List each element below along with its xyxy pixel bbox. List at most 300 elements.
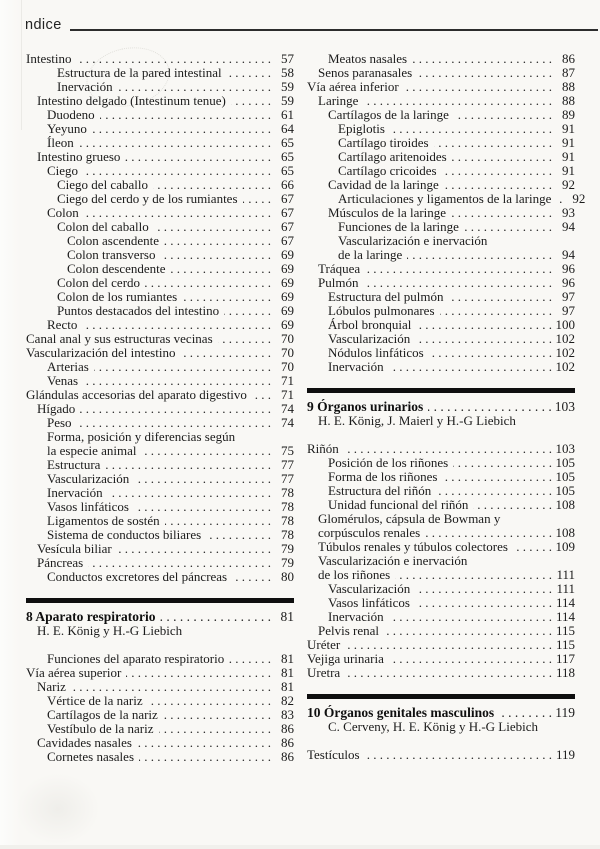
page-number: 70 bbox=[281, 331, 294, 346]
page-number: 69 bbox=[281, 261, 294, 276]
dot-leader bbox=[429, 346, 552, 360]
toc-entry bbox=[26, 694, 294, 708]
toc-entry bbox=[307, 442, 575, 456]
toc-entry bbox=[26, 472, 294, 486]
dot-leader bbox=[94, 360, 271, 374]
dot-leader bbox=[227, 66, 271, 80]
page-number: 80 bbox=[281, 569, 294, 584]
dot-leader bbox=[139, 750, 271, 764]
page-number: 83 bbox=[281, 707, 294, 722]
dot-leader bbox=[407, 248, 552, 262]
page-number: 67 bbox=[281, 219, 294, 234]
toc-entry bbox=[307, 276, 575, 290]
toc-entry bbox=[26, 416, 294, 430]
dot-leader bbox=[363, 276, 552, 290]
entry-title: Cornetes nasales bbox=[47, 749, 135, 764]
dot-leader bbox=[412, 52, 552, 66]
dot-leader bbox=[444, 178, 552, 192]
page-number: 71 bbox=[281, 373, 294, 388]
entry-title: Cartílago aritenoides bbox=[338, 149, 447, 164]
dot-leader bbox=[389, 610, 552, 624]
section-divider-bar bbox=[307, 694, 575, 699]
toc-author-line bbox=[307, 414, 575, 428]
toc-entry bbox=[26, 276, 294, 290]
page-number: 105 bbox=[555, 483, 575, 498]
entry-title: Arterias bbox=[47, 359, 89, 374]
toc-entry bbox=[26, 528, 294, 542]
toc-entry bbox=[26, 290, 294, 304]
entry-title: Cartílagos de la laringe bbox=[328, 107, 449, 122]
entry-title: Estructura del pulmón bbox=[328, 289, 444, 304]
dot-leader bbox=[436, 484, 552, 498]
dot-leader bbox=[108, 486, 271, 500]
toc-entry bbox=[26, 262, 294, 276]
entry-title: Cavidades nasales bbox=[37, 735, 132, 750]
toc-entry bbox=[26, 304, 294, 318]
entry-title: Funciones de la laringe bbox=[338, 219, 459, 234]
entry-title: Nariz bbox=[37, 679, 66, 694]
page-number: 114 bbox=[555, 609, 575, 624]
page-number: 93 bbox=[562, 205, 575, 220]
entry-title: Músculos de la laringe bbox=[328, 205, 447, 220]
page-number: 92 bbox=[562, 177, 575, 192]
toc-entry bbox=[26, 360, 294, 374]
dot-leader bbox=[384, 624, 552, 638]
toc-entry bbox=[307, 484, 575, 498]
entry-title: Ligamentos de sostén bbox=[47, 513, 160, 528]
dot-leader bbox=[83, 374, 271, 388]
page-number: 70 bbox=[281, 345, 294, 360]
dot-leader bbox=[77, 52, 272, 66]
entry-title: Estructura bbox=[47, 457, 101, 472]
dot-leader bbox=[118, 80, 271, 94]
dot-leader bbox=[417, 66, 552, 80]
toc-entry bbox=[26, 332, 294, 346]
dot-leader bbox=[125, 150, 271, 164]
toc-entry bbox=[26, 318, 294, 332]
dot-leader bbox=[395, 568, 552, 582]
page-number: 79 bbox=[281, 555, 294, 570]
page-number: 58 bbox=[281, 65, 294, 80]
dot-leader bbox=[231, 94, 271, 108]
toc-entry bbox=[307, 66, 575, 80]
dot-leader bbox=[79, 136, 271, 150]
dot-leader bbox=[556, 192, 562, 206]
page-number: 103 bbox=[554, 399, 575, 414]
entry-title: de la laringe bbox=[338, 247, 403, 262]
page-number: 77 bbox=[281, 457, 294, 472]
entry-title: Vejiga urinaria bbox=[307, 651, 384, 666]
dot-leader bbox=[105, 458, 271, 472]
toc-entry bbox=[26, 556, 294, 570]
toc-entry bbox=[307, 178, 575, 192]
entry-title: Inervación bbox=[47, 485, 103, 500]
toc-entry bbox=[307, 80, 575, 94]
page-number: 119 bbox=[555, 747, 575, 762]
dot-leader bbox=[100, 108, 271, 122]
toc-entry bbox=[307, 206, 575, 220]
author-names: H. E. König y H.-G Liebich bbox=[37, 623, 183, 638]
toc-entry bbox=[307, 150, 575, 164]
toc-entry bbox=[26, 220, 294, 234]
entry-title: 10 Órganos genitales masculinos bbox=[307, 705, 495, 720]
toc-entry bbox=[307, 191, 586, 206]
page-number: 67 bbox=[281, 233, 294, 248]
page-number: 115 bbox=[555, 637, 575, 652]
entry-title: corpúsculos renales bbox=[318, 525, 421, 540]
page-number: 94 bbox=[562, 219, 575, 234]
toc-entry bbox=[307, 596, 575, 610]
toc-entry bbox=[26, 192, 294, 206]
dot-leader bbox=[71, 680, 271, 694]
dot-leader bbox=[451, 206, 552, 220]
page-number: 75 bbox=[281, 443, 294, 458]
page-number: 77 bbox=[281, 471, 294, 486]
page-number: 108 bbox=[555, 497, 575, 512]
dot-leader bbox=[404, 80, 552, 94]
toc-entry bbox=[26, 652, 294, 666]
entry-title: Vascularización bbox=[328, 581, 411, 596]
row-spacer bbox=[307, 428, 575, 442]
dot-leader bbox=[134, 500, 271, 514]
page-number: 102 bbox=[555, 345, 575, 360]
entry-title: Intestino grueso bbox=[37, 149, 121, 164]
toc-entry bbox=[307, 526, 575, 540]
page-number: 67 bbox=[281, 205, 294, 220]
page-number: 86 bbox=[281, 721, 294, 736]
entry-title: Glomérulos, cápsula de Bowman y bbox=[318, 511, 501, 526]
toc-entry bbox=[26, 234, 294, 248]
entry-title: Colon del caballo bbox=[57, 219, 149, 234]
dot-leader bbox=[84, 206, 271, 220]
toc-entry bbox=[307, 248, 575, 262]
toc-entry bbox=[307, 624, 575, 638]
toc-author-line bbox=[26, 624, 294, 638]
toc-entry bbox=[307, 304, 575, 318]
toc-entry bbox=[26, 666, 294, 680]
entry-title: Estructura del riñón bbox=[328, 483, 432, 498]
entry-title: Colon ascendente bbox=[67, 233, 160, 248]
entry-title: Uréter bbox=[307, 637, 341, 652]
dot-leader bbox=[389, 652, 552, 666]
entry-title: Túbulos renales y túbulos colectores bbox=[318, 539, 508, 554]
toc-entry bbox=[26, 80, 294, 94]
dot-leader bbox=[440, 304, 552, 318]
page-number: 59 bbox=[281, 93, 294, 108]
page-number: 96 bbox=[562, 261, 575, 276]
dot-leader bbox=[142, 444, 271, 458]
dot-leader bbox=[206, 528, 271, 542]
dot-leader bbox=[88, 556, 271, 570]
page-number: 92 bbox=[572, 191, 586, 206]
page-header-title: ndice bbox=[25, 17, 62, 33]
page-number: 78 bbox=[281, 499, 294, 514]
page-number: 117 bbox=[555, 651, 575, 666]
toc-entry bbox=[26, 178, 294, 192]
dot-leader bbox=[442, 470, 552, 484]
entry-title: Posición de los riñones bbox=[328, 455, 449, 470]
entry-title: 8 Aparato respiratorio bbox=[26, 609, 156, 624]
dot-leader bbox=[180, 346, 271, 360]
dot-leader bbox=[434, 136, 552, 150]
entry-title: Yeyuno bbox=[47, 121, 87, 136]
dot-leader bbox=[453, 456, 552, 470]
entry-title: Vasos linfáticos bbox=[47, 499, 129, 514]
dot-leader bbox=[389, 360, 552, 374]
entry-title: Colon bbox=[47, 205, 79, 220]
toc-entry bbox=[307, 610, 575, 624]
entry-title: Peso bbox=[47, 415, 72, 430]
dot-leader bbox=[137, 736, 271, 750]
toc-entry bbox=[307, 52, 575, 66]
toc-entry bbox=[307, 666, 575, 680]
toc-entry bbox=[26, 52, 294, 66]
entry-title: Ciego del cerdo y de los rumiantes bbox=[57, 191, 238, 206]
toc-entry bbox=[26, 66, 294, 80]
toc-entry bbox=[307, 290, 575, 304]
dot-leader bbox=[218, 332, 271, 346]
page-number: 78 bbox=[281, 485, 294, 500]
page-number: 81 bbox=[281, 679, 294, 694]
entry-title: Vértice de la nariz bbox=[47, 693, 143, 708]
entry-title: Colon de los rumiantes bbox=[57, 289, 178, 304]
dot-leader bbox=[82, 318, 271, 332]
dot-leader bbox=[80, 402, 271, 416]
toc-entry bbox=[307, 164, 575, 178]
entry-title: Conductos excretores del páncreas bbox=[47, 569, 228, 584]
page-number: 70 bbox=[281, 359, 294, 374]
toc-entry bbox=[26, 722, 294, 736]
dot-leader bbox=[154, 220, 271, 234]
toc-entry bbox=[26, 206, 294, 220]
toc-chapter-entry bbox=[26, 610, 294, 624]
page-number: 78 bbox=[281, 527, 294, 542]
dot-leader bbox=[442, 164, 552, 178]
dot-leader bbox=[513, 540, 552, 554]
scan-smudge bbox=[16, 773, 100, 845]
page-number: 115 bbox=[555, 623, 575, 638]
page-number: 91 bbox=[562, 163, 575, 178]
entry-title: Cartílago tiroides bbox=[338, 135, 429, 150]
entry-title: Vesícula biliar bbox=[37, 541, 112, 556]
entry-title: Recto bbox=[47, 317, 78, 332]
entry-title: Páncreas bbox=[37, 555, 84, 570]
page-number: 74 bbox=[281, 401, 294, 416]
entry-title: Colon descendente bbox=[67, 261, 166, 276]
dot-leader bbox=[77, 416, 271, 430]
entry-title: Laringe bbox=[318, 93, 359, 108]
toc-chapter-entry bbox=[307, 706, 575, 720]
page-number: 103 bbox=[555, 441, 575, 456]
dot-leader bbox=[229, 652, 271, 666]
dot-leader bbox=[163, 708, 271, 722]
dot-leader bbox=[473, 498, 552, 512]
page-number: 65 bbox=[281, 135, 294, 150]
entry-title: Tráquea bbox=[318, 261, 361, 276]
toc-entry bbox=[307, 554, 575, 568]
toc-entry bbox=[26, 736, 294, 750]
entry-title: Estructura de la pared intestinal bbox=[57, 65, 222, 80]
entry-title: Vascularización bbox=[328, 331, 411, 346]
toc-entry bbox=[26, 374, 294, 388]
toc-columns bbox=[26, 52, 600, 764]
entry-title: de los riñones bbox=[318, 567, 391, 582]
entry-title: Glándulas accesorias del aparato digestivo bbox=[26, 387, 247, 402]
dot-leader bbox=[252, 388, 271, 402]
entry-title: Vascularización del intestino bbox=[26, 345, 176, 360]
toc-entry bbox=[307, 332, 575, 346]
entry-title: Colon del cerdo bbox=[57, 275, 141, 290]
toc-chapter-entry bbox=[307, 400, 575, 414]
toc-entry bbox=[307, 498, 575, 512]
toc-entry bbox=[307, 234, 575, 248]
toc-entry bbox=[307, 360, 575, 374]
toc-entry bbox=[26, 388, 294, 402]
dot-leader bbox=[499, 706, 552, 720]
toc-entry bbox=[307, 318, 575, 332]
page-number: 108 bbox=[555, 525, 575, 540]
entry-title: Unidad funcional del riñón bbox=[328, 497, 469, 512]
entry-title: Intestino delgado (Intestinum tenue) bbox=[37, 93, 226, 108]
dot-leader bbox=[428, 400, 551, 414]
dot-leader bbox=[345, 666, 552, 680]
dot-leader bbox=[117, 542, 271, 556]
toc-entry bbox=[26, 150, 294, 164]
entry-title: Íleon bbox=[47, 135, 74, 150]
entry-title: Intestino bbox=[26, 51, 72, 66]
page-number: 69 bbox=[281, 317, 294, 332]
toc-entry bbox=[307, 568, 575, 582]
toc-entry bbox=[26, 458, 294, 472]
toc-entry bbox=[26, 122, 294, 136]
entry-title: Inervación bbox=[328, 359, 384, 374]
dot-leader bbox=[224, 304, 271, 318]
toc-author-line bbox=[307, 720, 575, 734]
page-number: 119 bbox=[555, 705, 575, 720]
entry-title: Nódulos linfáticos bbox=[328, 345, 424, 360]
entry-title: Ciego del caballo bbox=[57, 177, 148, 192]
page-number: 97 bbox=[562, 289, 575, 304]
entry-title: Cavidad de la laringe bbox=[328, 177, 439, 192]
page-number: 66 bbox=[281, 177, 294, 192]
toc-entry bbox=[26, 444, 294, 458]
entry-title: Cartílago cricoides bbox=[338, 163, 437, 178]
page-number: 87 bbox=[562, 65, 575, 80]
page-number: 67 bbox=[281, 191, 294, 206]
toc-entry bbox=[26, 542, 294, 556]
entry-title: Lóbulos pulmonares bbox=[328, 303, 435, 318]
dot-leader bbox=[452, 150, 552, 164]
toc-entry bbox=[26, 750, 294, 764]
entry-title: la especie animal bbox=[47, 443, 137, 458]
dot-leader bbox=[159, 722, 272, 736]
toc-entry bbox=[26, 346, 294, 360]
entry-title: Vascularización e inervación bbox=[318, 553, 468, 568]
dot-leader bbox=[390, 122, 552, 136]
toc-entry bbox=[307, 456, 575, 470]
page-number: 97 bbox=[562, 303, 575, 318]
entry-title: Hígado bbox=[37, 401, 76, 416]
page-number: 105 bbox=[555, 455, 575, 470]
page-number: 78 bbox=[281, 513, 294, 528]
entry-title: Articulaciones y ligamentos de la laringe bbox=[338, 191, 552, 206]
entry-title: Uretra bbox=[307, 665, 341, 680]
dot-leader bbox=[363, 94, 552, 108]
page-number: 100 bbox=[555, 317, 575, 332]
dot-leader bbox=[134, 472, 271, 486]
entry-title: Forma de los riñones bbox=[328, 469, 438, 484]
toc-entry bbox=[307, 512, 575, 526]
page-number: 79 bbox=[281, 541, 294, 556]
dot-leader bbox=[92, 122, 271, 136]
dot-leader bbox=[454, 108, 552, 122]
dot-leader bbox=[126, 666, 271, 680]
page-number: 111 bbox=[556, 581, 575, 596]
entry-title: Colon transverso bbox=[67, 247, 156, 262]
page-number: 88 bbox=[562, 79, 575, 94]
page-number: 65 bbox=[281, 149, 294, 164]
toc-entry bbox=[307, 136, 575, 150]
dot-leader bbox=[449, 290, 552, 304]
toc-entry bbox=[26, 680, 294, 694]
dot-leader bbox=[171, 262, 271, 276]
entry-title: Pelvis renal bbox=[318, 623, 380, 638]
page-number: 69 bbox=[281, 275, 294, 290]
author-names: C. Cerveny, H. E. König y H.-G Liebich bbox=[328, 719, 539, 734]
entry-title: Vía aérea superior bbox=[26, 665, 122, 680]
dot-leader bbox=[365, 748, 552, 762]
toc-entry bbox=[307, 122, 575, 136]
section-divider-bar bbox=[26, 598, 294, 603]
toc-entry bbox=[26, 708, 294, 722]
page-number: 59 bbox=[281, 79, 294, 94]
dot-leader bbox=[415, 582, 552, 596]
toc-entry bbox=[307, 540, 575, 554]
page-number: 57 bbox=[281, 51, 294, 66]
page-number: 96 bbox=[562, 275, 575, 290]
toc-entry bbox=[26, 108, 294, 122]
entry-title: Testículos bbox=[307, 747, 360, 762]
toc-entry bbox=[26, 570, 294, 584]
page-number: 69 bbox=[281, 303, 294, 318]
entry-title: Funciones del aparato respiratorio bbox=[47, 651, 225, 666]
page-number: 61 bbox=[281, 107, 294, 122]
dot-leader bbox=[416, 318, 552, 332]
page-number: 86 bbox=[281, 749, 294, 764]
dot-leader bbox=[148, 694, 271, 708]
toc-entry bbox=[26, 136, 294, 150]
dot-leader bbox=[415, 596, 552, 610]
toc-entry bbox=[307, 638, 575, 652]
entry-title: Pulmón bbox=[318, 275, 359, 290]
entry-title: Puntos destacados del intestino bbox=[57, 303, 220, 318]
toc-entry bbox=[26, 514, 294, 528]
page-header bbox=[25, 16, 598, 34]
row-spacer bbox=[26, 638, 294, 652]
page-number: 114 bbox=[555, 595, 575, 610]
page-number: 105 bbox=[555, 469, 575, 484]
header-rule bbox=[70, 29, 598, 31]
entry-title: Inervación bbox=[57, 79, 113, 94]
scan-edge-line bbox=[21, 0, 22, 130]
entry-title: 9 Órganos urinarios bbox=[307, 399, 424, 414]
dot-leader bbox=[344, 442, 552, 456]
page-number: 91 bbox=[562, 135, 575, 150]
page-bottom-edge bbox=[0, 845, 600, 849]
entry-title: Riñón bbox=[307, 441, 339, 456]
row-spacer bbox=[307, 734, 575, 748]
dot-leader bbox=[83, 164, 271, 178]
